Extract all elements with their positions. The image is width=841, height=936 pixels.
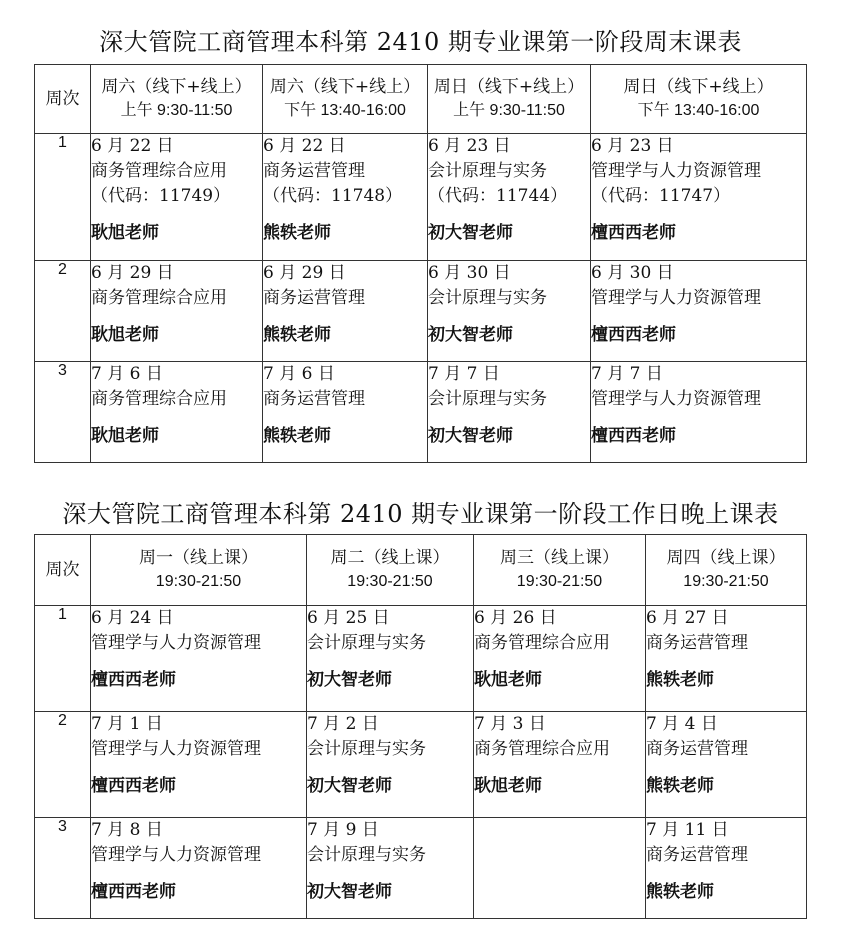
teacher-name: 初大智老师 — [307, 882, 392, 902]
column-header-sat-morning — [91, 65, 263, 134]
class-date: 6 月 27 日 — [646, 608, 729, 628]
schedule-cell — [646, 818, 807, 919]
course-name: 会计原理与实务 — [428, 288, 547, 308]
class-date: 7 月 11 日 — [646, 820, 729, 840]
course-name: 商务管理综合应用 — [91, 389, 227, 409]
column-header-tuesday — [307, 535, 474, 606]
week-number: 2 — [35, 712, 91, 818]
weekday-schedule-table — [34, 534, 807, 919]
table-row — [35, 362, 807, 463]
column-day: 周三（线上课） — [500, 548, 619, 568]
course-name: 会计原理与实务 — [307, 739, 426, 759]
class-date: 6 月 29 日 — [91, 263, 174, 283]
course-name: 管理学与人力资源管理 — [591, 389, 761, 409]
course-code: （代码：11747） — [591, 186, 731, 206]
class-date: 7 月 8 日 — [91, 820, 163, 840]
column-header-wednesday — [474, 535, 646, 606]
course-name: 商务管理综合应用 — [474, 633, 610, 653]
column-day: 周六（线下+线上） — [101, 77, 252, 97]
course-name: 管理学与人力资源管理 — [91, 633, 261, 653]
teacher-name: 耿旭老师 — [91, 223, 159, 243]
class-date: 6 月 23 日 — [591, 136, 674, 156]
schedule-cell — [591, 261, 807, 362]
course-name: 管理学与人力资源管理 — [591, 288, 761, 308]
week-number: 3 — [35, 362, 91, 463]
course-name: 管理学与人力资源管理 — [91, 739, 261, 759]
table-row — [35, 818, 807, 919]
weekend-schedule-title: 深大管院工商管理本科第 2410 期专业课第一阶段周末课表 — [99, 28, 742, 56]
course-name: 商务运营管理 — [263, 288, 365, 308]
column-time: 上午 9:30-11:50 — [120, 102, 233, 119]
schedule-cell — [591, 362, 807, 463]
class-date: 6 月 24 日 — [91, 608, 174, 628]
course-name: 会计原理与实务 — [428, 389, 547, 409]
class-date: 7 月 1 日 — [91, 714, 163, 734]
course-name: 商务管理综合应用 — [91, 161, 227, 181]
table-row — [35, 712, 807, 818]
table-header-row — [35, 535, 807, 606]
column-day: 周四（线上课） — [666, 548, 786, 568]
schedule-cell — [474, 606, 646, 712]
schedule-cell — [646, 712, 807, 818]
table-row — [35, 261, 807, 362]
teacher-name: 檀西西老师 — [591, 325, 676, 345]
schedule-cell — [307, 712, 474, 818]
column-header-sun-afternoon — [591, 65, 807, 134]
class-date: 6 月 23 日 — [428, 136, 511, 156]
schedule-cell — [91, 134, 263, 261]
course-name: 管理学与人力资源管理 — [591, 161, 761, 181]
week-number: 1 — [35, 134, 91, 261]
column-day: 周一（线上课） — [139, 548, 258, 568]
class-date: 6 月 22 日 — [263, 136, 346, 156]
class-date: 7 月 6 日 — [263, 364, 335, 384]
teacher-name: 耿旭老师 — [474, 670, 542, 690]
schedule-cell — [428, 362, 591, 463]
schedule-cell — [307, 818, 474, 919]
teacher-name: 初大智老师 — [428, 426, 513, 446]
teacher-name: 熊轶老师 — [646, 670, 714, 690]
schedule-cell — [307, 606, 474, 712]
teacher-name: 熊轶老师 — [263, 426, 331, 446]
column-day: 周日（线下+线上） — [623, 77, 774, 97]
class-date: 7 月 4 日 — [646, 714, 718, 734]
course-name: 会计原理与实务 — [428, 161, 547, 181]
column-time: 19:30-21:50 — [155, 573, 242, 590]
teacher-name: 初大智老师 — [428, 223, 513, 243]
teacher-name: 熊轶老师 — [646, 882, 714, 902]
teacher-name: 檀西西老师 — [591, 223, 676, 243]
week-column-header: 周次 — [35, 65, 91, 134]
schedule-cell — [91, 261, 263, 362]
course-code: （代码：11744） — [428, 186, 568, 206]
schedule-cell — [263, 362, 428, 463]
column-header-sun-morning — [428, 65, 591, 134]
course-name: 管理学与人力资源管理 — [91, 845, 261, 865]
weekday-schedule-title: 深大管院工商管理本科第 2410 期专业课第一阶段工作日晚上课表 — [62, 500, 779, 528]
class-date: 6 月 29 日 — [263, 263, 346, 283]
table-header-row — [35, 65, 807, 134]
teacher-name: 檀西西老师 — [591, 426, 676, 446]
teacher-name: 檀西西老师 — [91, 882, 176, 902]
week-number: 1 — [35, 606, 91, 712]
column-time: 19:30-21:50 — [347, 573, 433, 590]
teacher-name: 耿旭老师 — [91, 325, 159, 345]
empty-schedule-cell — [474, 818, 646, 919]
column-time: 19:30-21:50 — [683, 573, 769, 590]
class-date: 7 月 6 日 — [91, 364, 163, 384]
class-date: 7 月 7 日 — [428, 364, 500, 384]
course-name: 会计原理与实务 — [307, 845, 426, 865]
teacher-name: 耿旭老师 — [91, 426, 159, 446]
schedule-cell — [428, 261, 591, 362]
column-header-monday — [91, 535, 307, 606]
class-date: 7 月 2 日 — [307, 714, 379, 734]
week-number: 2 — [35, 261, 91, 362]
course-code: （代码：11748） — [263, 186, 403, 206]
class-date: 7 月 7 日 — [591, 364, 663, 384]
teacher-name: 耿旭老师 — [474, 776, 542, 796]
teacher-name: 熊轶老师 — [263, 223, 331, 243]
course-name: 商务运营管理 — [646, 739, 748, 759]
schedule-cell — [263, 261, 428, 362]
course-name: 商务管理综合应用 — [91, 288, 227, 308]
class-date: 6 月 30 日 — [428, 263, 511, 283]
course-name: 会计原理与实务 — [307, 633, 426, 653]
course-code: （代码：11749） — [91, 186, 231, 206]
teacher-name: 初大智老师 — [307, 670, 392, 690]
course-name: 商务运营管理 — [263, 161, 365, 181]
week-number: 3 — [35, 818, 91, 919]
course-name: 商务运营管理 — [646, 633, 748, 653]
schedule-cell — [91, 362, 263, 463]
teacher-name: 熊轶老师 — [646, 776, 714, 796]
schedule-cell — [591, 134, 807, 261]
class-date: 7 月 3 日 — [474, 714, 546, 734]
column-day: 周六（线下+线上） — [269, 77, 421, 97]
column-time: 上午 9:30-11:50 — [453, 102, 565, 119]
column-day: 周日（线下+线上） — [433, 77, 585, 97]
schedule-cell — [263, 134, 428, 261]
schedule-cell — [91, 712, 307, 818]
week-column-header: 周次 — [35, 535, 91, 606]
course-name: 商务管理综合应用 — [474, 739, 610, 759]
column-time: 下午 13:40-16:00 — [284, 102, 406, 119]
class-date: 6 月 26 日 — [474, 608, 557, 628]
column-time: 下午 13:40-16:00 — [637, 102, 760, 119]
teacher-name: 檀西西老师 — [91, 776, 176, 796]
table-row — [35, 606, 807, 712]
schedule-cell — [474, 712, 646, 818]
teacher-name: 熊轶老师 — [263, 325, 331, 345]
class-date: 6 月 30 日 — [591, 263, 674, 283]
column-header-sat-afternoon — [263, 65, 428, 134]
course-name: 商务运营管理 — [646, 845, 748, 865]
table-row — [35, 134, 807, 261]
teacher-name: 初大智老师 — [428, 325, 513, 345]
schedule-cell — [91, 818, 307, 919]
class-date: 6 月 22 日 — [91, 136, 174, 156]
weekend-schedule-table — [34, 64, 807, 463]
teacher-name: 檀西西老师 — [91, 670, 176, 690]
course-name: 商务运营管理 — [263, 389, 365, 409]
column-header-thursday — [646, 535, 807, 606]
class-date: 6 月 25 日 — [307, 608, 390, 628]
schedule-cell — [646, 606, 807, 712]
schedule-cell — [428, 134, 591, 261]
class-date: 7 月 9 日 — [307, 820, 379, 840]
teacher-name: 初大智老师 — [307, 776, 392, 796]
column-time: 19:30-21:50 — [516, 573, 603, 590]
column-day: 周二（线上课） — [330, 548, 450, 568]
schedule-cell — [91, 606, 307, 712]
